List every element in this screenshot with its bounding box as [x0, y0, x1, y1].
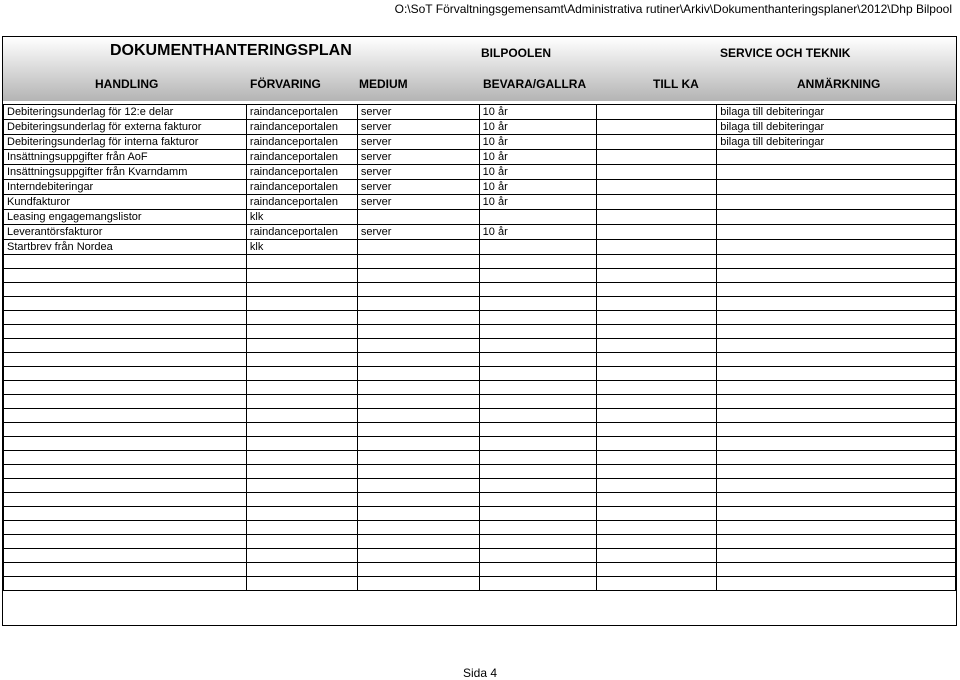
- cell-medium: server: [357, 180, 479, 195]
- cell-till-ka: [597, 165, 717, 180]
- cell-anmarkning: [717, 437, 956, 451]
- cell-forvaring: [246, 437, 357, 451]
- cell-medium: [357, 325, 479, 339]
- cell-bevara: [479, 353, 597, 367]
- column-header-anmarkning: ANMÄRKNING: [797, 77, 881, 91]
- cell-medium: [357, 381, 479, 395]
- cell-medium: [357, 479, 479, 493]
- table-row: [4, 165, 956, 180]
- cell-medium: [357, 563, 479, 577]
- cell-forvaring: klk: [246, 210, 357, 225]
- cell-medium: [357, 577, 479, 591]
- cell-handling: Leasing engagemangslistor: [4, 210, 247, 225]
- cell-anmarkning: [717, 325, 956, 339]
- column-header-medium: MEDIUM: [359, 77, 408, 91]
- cell-anmarkning: [717, 269, 956, 283]
- cell-bevara: [479, 269, 597, 283]
- cell-handling: [4, 535, 247, 549]
- cell-medium: server: [357, 105, 479, 120]
- cell-anmarkning: [717, 150, 956, 165]
- cell-forvaring: raindanceportalen: [246, 180, 357, 195]
- cell-bevara: 10 år: [479, 225, 597, 240]
- cell-till-ka: [597, 479, 717, 493]
- cell-medium: [357, 465, 479, 479]
- cell-handling: [4, 311, 247, 325]
- cell-medium: [357, 339, 479, 353]
- empty-row: [4, 311, 956, 325]
- cell-medium: [357, 423, 479, 437]
- cell-medium: [357, 451, 479, 465]
- table-row: [4, 195, 956, 210]
- cell-anmarkning: [717, 521, 956, 535]
- cell-anmarkning: [717, 451, 956, 465]
- cell-bevara: [479, 311, 597, 325]
- cell-forvaring: [246, 521, 357, 535]
- empty-row: [4, 563, 956, 577]
- cell-bevara: [479, 451, 597, 465]
- cell-forvaring: raindanceportalen: [246, 150, 357, 165]
- cell-medium: [357, 240, 479, 255]
- cell-till-ka: [597, 395, 717, 409]
- cell-forvaring: raindanceportalen: [246, 195, 357, 210]
- cell-bevara: [479, 577, 597, 591]
- cell-bevara: 10 år: [479, 105, 597, 120]
- cell-medium: [357, 367, 479, 381]
- cell-anmarkning: bilaga till debiteringar: [717, 135, 956, 150]
- cell-till-ka: [597, 353, 717, 367]
- cell-anmarkning: [717, 549, 956, 563]
- cell-handling: [4, 479, 247, 493]
- table-row: [4, 105, 956, 120]
- cell-forvaring: [246, 339, 357, 353]
- cell-medium: [357, 297, 479, 311]
- cell-handling: [4, 409, 247, 423]
- cell-forvaring: raindanceportalen: [246, 165, 357, 180]
- cell-bevara: [479, 283, 597, 297]
- table-header: [3, 37, 956, 101]
- cell-anmarkning: [717, 195, 956, 210]
- cell-forvaring: [246, 395, 357, 409]
- cell-handling: [4, 507, 247, 521]
- cell-medium: [357, 311, 479, 325]
- cell-handling: Debiteringsunderlag för interna fakturor: [4, 135, 247, 150]
- empty-row: [4, 493, 956, 507]
- cell-anmarkning: bilaga till debiteringar: [717, 120, 956, 135]
- cell-anmarkning: [717, 367, 956, 381]
- cell-medium: [357, 549, 479, 563]
- column-header-bevara-gallra: BEVARA/GALLRA: [483, 77, 587, 91]
- cell-till-ka: [597, 297, 717, 311]
- cell-bevara: [479, 367, 597, 381]
- table-row: [4, 135, 956, 150]
- cell-handling: [4, 451, 247, 465]
- cell-till-ka: [597, 210, 717, 225]
- cell-anmarkning: [717, 283, 956, 297]
- cell-handling: [4, 563, 247, 577]
- column-header-forvaring: FÖRVARING: [250, 77, 321, 91]
- cell-handling: [4, 521, 247, 535]
- cell-forvaring: [246, 255, 357, 269]
- empty-row: [4, 577, 956, 591]
- cell-till-ka: [597, 135, 717, 150]
- cell-till-ka: [597, 240, 717, 255]
- cell-medium: server: [357, 135, 479, 150]
- cell-till-ka: [597, 150, 717, 165]
- cell-bevara: 10 år: [479, 195, 597, 210]
- empty-row: [4, 297, 956, 311]
- table-row: [4, 225, 956, 240]
- cell-anmarkning: [717, 507, 956, 521]
- cell-forvaring: [246, 493, 357, 507]
- cell-bevara: 10 år: [479, 150, 597, 165]
- empty-row: [4, 381, 956, 395]
- cell-handling: [4, 339, 247, 353]
- cell-bevara: 10 år: [479, 120, 597, 135]
- unit-name: BILPOOLEN: [481, 46, 552, 60]
- cell-forvaring: raindanceportalen: [246, 105, 357, 120]
- document-table: [3, 104, 956, 591]
- empty-row: [4, 395, 956, 409]
- cell-forvaring: [246, 535, 357, 549]
- cell-bevara: [479, 409, 597, 423]
- cell-forvaring: [246, 451, 357, 465]
- cell-forvaring: [246, 367, 357, 381]
- cell-medium: server: [357, 150, 479, 165]
- cell-anmarkning: [717, 381, 956, 395]
- cell-medium: [357, 493, 479, 507]
- cell-till-ka: [597, 423, 717, 437]
- cell-forvaring: raindanceportalen: [246, 120, 357, 135]
- cell-anmarkning: bilaga till debiteringar: [717, 105, 956, 120]
- cell-bevara: 10 år: [479, 180, 597, 195]
- cell-till-ka: [597, 563, 717, 577]
- cell-medium: [357, 210, 479, 225]
- cell-handling: [4, 395, 247, 409]
- cell-medium: [357, 409, 479, 423]
- cell-anmarkning: [717, 493, 956, 507]
- cell-till-ka: [597, 325, 717, 339]
- cell-forvaring: [246, 269, 357, 283]
- cell-bevara: [479, 535, 597, 549]
- cell-handling: Kundfakturor: [4, 195, 247, 210]
- cell-anmarkning: [717, 297, 956, 311]
- cell-handling: Insättningsuppgifter från Kvarndamm: [4, 165, 247, 180]
- cell-anmarkning: [717, 165, 956, 180]
- cell-till-ka: [597, 120, 717, 135]
- cell-till-ka: [597, 381, 717, 395]
- cell-bevara: [479, 521, 597, 535]
- cell-forvaring: [246, 577, 357, 591]
- cell-bevara: 10 år: [479, 135, 597, 150]
- table-row: [4, 180, 956, 195]
- empty-row: [4, 479, 956, 493]
- cell-handling: [4, 465, 247, 479]
- empty-row: [4, 423, 956, 437]
- table-body: [4, 105, 956, 591]
- cell-bevara: [479, 493, 597, 507]
- empty-row: [4, 549, 956, 563]
- cell-till-ka: [597, 549, 717, 563]
- cell-medium: [357, 255, 479, 269]
- table-row: [4, 120, 956, 135]
- empty-row: [4, 255, 956, 269]
- cell-anmarkning: [717, 225, 956, 240]
- cell-bevara: [479, 507, 597, 521]
- cell-forvaring: [246, 353, 357, 367]
- cell-handling: [4, 423, 247, 437]
- cell-till-ka: [597, 225, 717, 240]
- empty-row: [4, 325, 956, 339]
- cell-bevara: [479, 437, 597, 451]
- cell-handling: Interndebiteringar: [4, 180, 247, 195]
- cell-handling: [4, 367, 247, 381]
- cell-forvaring: [246, 409, 357, 423]
- column-header-handling: HANDLING: [95, 77, 159, 91]
- cell-forvaring: [246, 507, 357, 521]
- cell-forvaring: [246, 465, 357, 479]
- cell-medium: server: [357, 195, 479, 210]
- cell-anmarkning: [717, 423, 956, 437]
- page-number: Sida 4: [463, 666, 498, 680]
- cell-medium: [357, 535, 479, 549]
- cell-medium: [357, 269, 479, 283]
- empty-row: [4, 283, 956, 297]
- cell-till-ka: [597, 409, 717, 423]
- cell-forvaring: [246, 479, 357, 493]
- empty-row: [4, 535, 956, 549]
- cell-handling: [4, 381, 247, 395]
- cell-till-ka: [597, 493, 717, 507]
- cell-till-ka: [597, 577, 717, 591]
- cell-medium: [357, 507, 479, 521]
- cell-till-ka: [597, 283, 717, 297]
- empty-row: [4, 353, 956, 367]
- cell-forvaring: [246, 549, 357, 563]
- cell-medium: [357, 283, 479, 297]
- cell-bevara: [479, 423, 597, 437]
- cell-bevara: [479, 297, 597, 311]
- empty-row: [4, 507, 956, 521]
- cell-handling: [4, 437, 247, 451]
- empty-row: [4, 409, 956, 423]
- cell-till-ka: [597, 269, 717, 283]
- empty-row: [4, 269, 956, 283]
- cell-forvaring: klk: [246, 240, 357, 255]
- cell-anmarkning: [717, 339, 956, 353]
- cell-bevara: [479, 381, 597, 395]
- cell-handling: Debiteringsunderlag för externa fakturor: [4, 120, 247, 135]
- table-row: [4, 210, 956, 225]
- table-row: [4, 240, 956, 255]
- cell-bevara: 10 år: [479, 165, 597, 180]
- cell-medium: server: [357, 120, 479, 135]
- cell-bevara: [479, 339, 597, 353]
- document-title: DOKUMENTHANTERINGSPLAN: [110, 42, 352, 59]
- cell-forvaring: [246, 563, 357, 577]
- department-name: SERVICE OCH TEKNIK: [720, 46, 851, 60]
- cell-handling: [4, 353, 247, 367]
- cell-bevara: [479, 210, 597, 225]
- cell-handling: [4, 577, 247, 591]
- cell-till-ka: [597, 339, 717, 353]
- cell-till-ka: [597, 437, 717, 451]
- cell-bevara: [479, 325, 597, 339]
- cell-medium: [357, 395, 479, 409]
- cell-anmarkning: [717, 353, 956, 367]
- cell-till-ka: [597, 195, 717, 210]
- cell-till-ka: [597, 255, 717, 269]
- cell-handling: Leverantörsfakturor: [4, 225, 247, 240]
- empty-row: [4, 339, 956, 353]
- table-row: [4, 150, 956, 165]
- cell-handling: [4, 493, 247, 507]
- cell-forvaring: raindanceportalen: [246, 225, 357, 240]
- cell-till-ka: [597, 105, 717, 120]
- cell-anmarkning: [717, 535, 956, 549]
- cell-anmarkning: [717, 465, 956, 479]
- empty-row: [4, 367, 956, 381]
- cell-till-ka: [597, 521, 717, 535]
- empty-row: [4, 521, 956, 535]
- cell-handling: Insättningsuppgifter från AoF: [4, 150, 247, 165]
- cell-handling: Startbrev från Nordea: [4, 240, 247, 255]
- cell-bevara: [479, 479, 597, 493]
- cell-handling: [4, 255, 247, 269]
- cell-anmarkning: [717, 180, 956, 195]
- cell-bevara: [479, 395, 597, 409]
- cell-handling: [4, 549, 247, 563]
- cell-forvaring: [246, 325, 357, 339]
- cell-bevara: [479, 240, 597, 255]
- cell-handling: Debiteringsunderlag för 12:e delar: [4, 105, 247, 120]
- empty-row: [4, 437, 956, 451]
- cell-till-ka: [597, 180, 717, 195]
- cell-till-ka: [597, 367, 717, 381]
- cell-medium: [357, 437, 479, 451]
- cell-forvaring: [246, 381, 357, 395]
- empty-row: [4, 465, 956, 479]
- cell-till-ka: [597, 535, 717, 549]
- cell-forvaring: [246, 297, 357, 311]
- cell-handling: [4, 269, 247, 283]
- cell-handling: [4, 297, 247, 311]
- column-header-till-ka: TILL KA: [653, 77, 699, 91]
- cell-forvaring: [246, 283, 357, 297]
- cell-till-ka: [597, 465, 717, 479]
- document-sheet: [2, 36, 957, 626]
- cell-forvaring: [246, 423, 357, 437]
- cell-forvaring: [246, 311, 357, 325]
- cell-bevara: [479, 255, 597, 269]
- cell-forvaring: raindanceportalen: [246, 135, 357, 150]
- cell-medium: [357, 353, 479, 367]
- cell-till-ka: [597, 507, 717, 521]
- cell-handling: [4, 283, 247, 297]
- cell-anmarkning: [717, 395, 956, 409]
- cell-anmarkning: [717, 563, 956, 577]
- file-path: O:\SoT Förvaltningsgemensamt\Administrativa rutiner\Arkiv\Dokumenthanteringsplaner\2012\Dhp Bilpool: [394, 2, 952, 16]
- cell-bevara: [479, 563, 597, 577]
- cell-anmarkning: [717, 409, 956, 423]
- cell-bevara: [479, 549, 597, 563]
- cell-handling: [4, 325, 247, 339]
- cell-anmarkning: [717, 479, 956, 493]
- cell-bevara: [479, 465, 597, 479]
- cell-till-ka: [597, 311, 717, 325]
- empty-row: [4, 451, 956, 465]
- cell-anmarkning: [717, 577, 956, 591]
- cell-medium: server: [357, 225, 479, 240]
- cell-anmarkning: [717, 210, 956, 225]
- cell-till-ka: [597, 451, 717, 465]
- cell-medium: server: [357, 165, 479, 180]
- cell-anmarkning: [717, 255, 956, 269]
- cell-medium: [357, 521, 479, 535]
- cell-anmarkning: [717, 311, 956, 325]
- cell-anmarkning: [717, 240, 956, 255]
